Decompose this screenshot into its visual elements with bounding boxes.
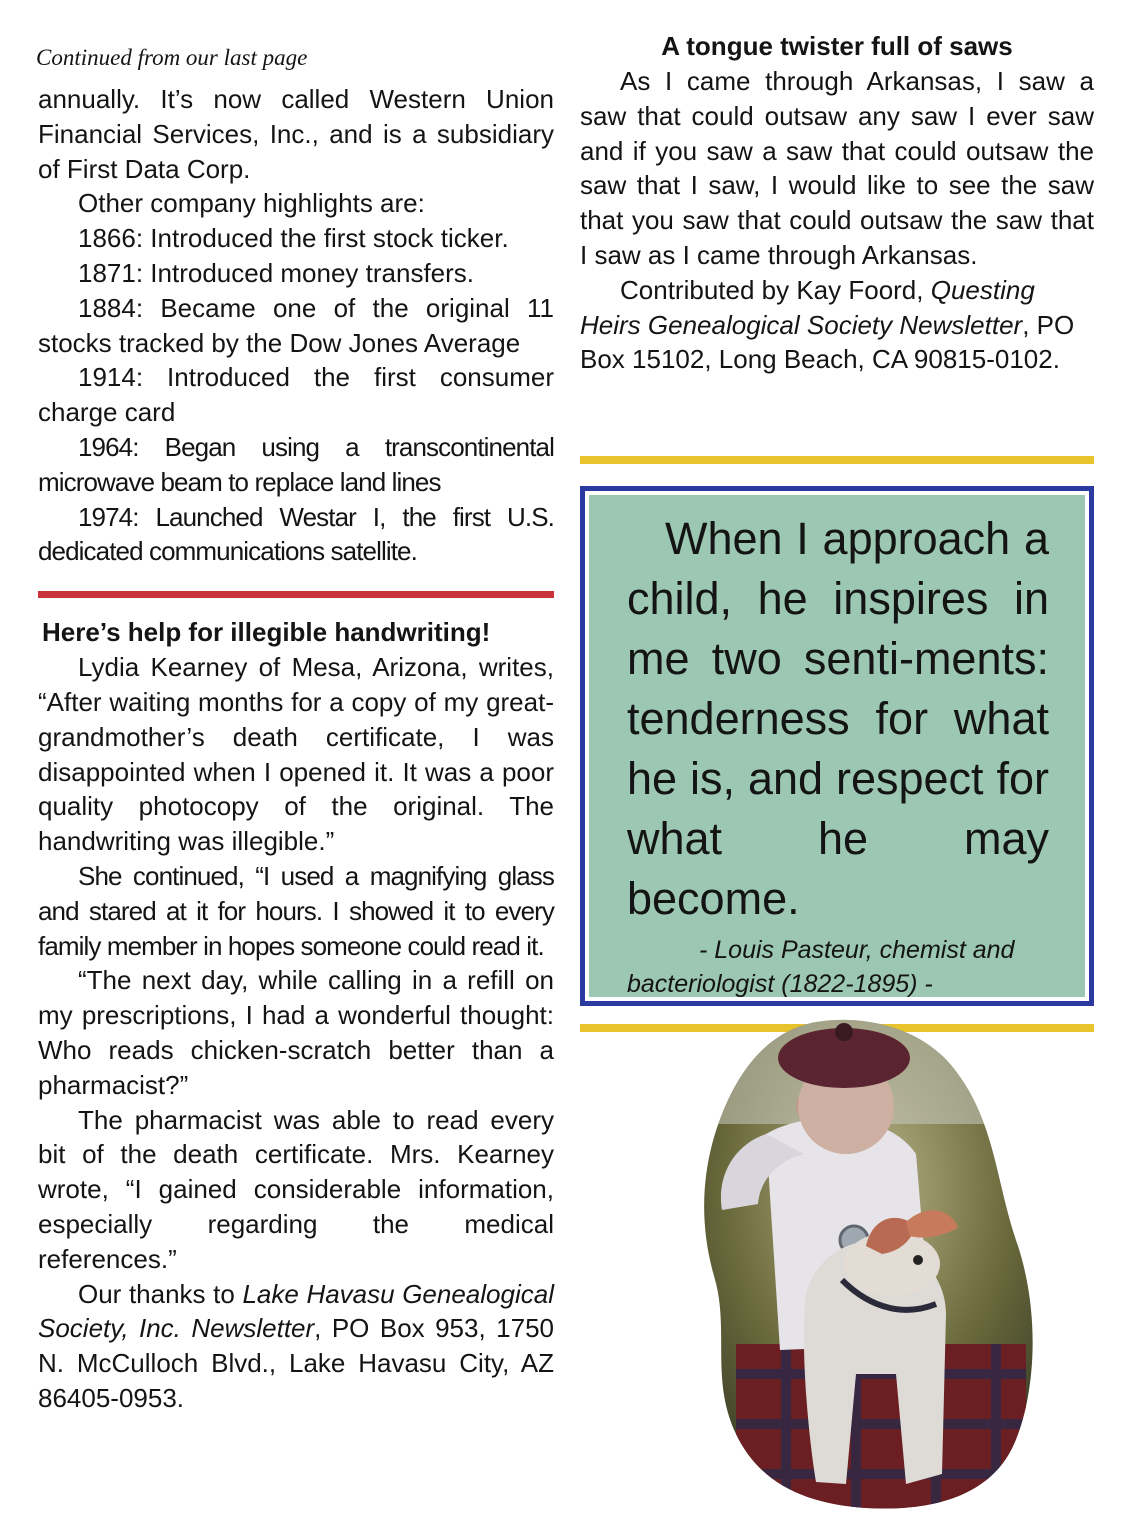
left-column (38, 40, 554, 1416)
contributor-source: Questing Heirs Genealogical Society Newsletter (580, 274, 1035, 340)
contributor-suffix: , PO Box 15102, Long Beach, CA 90815-0102. (580, 309, 1075, 375)
tongue-twister-heading: A tongue twister full of saws (661, 31, 1013, 61)
highlight-1866: 1866: Introduced the first stock ticker. (78, 223, 509, 254)
right-column (580, 30, 1094, 377)
yellow-divider-top (580, 456, 1094, 464)
thanks-prefix: Our thanks to (78, 1278, 243, 1309)
contributor-paragraph (580, 273, 1094, 377)
continued-note: Continued from our last page (36, 45, 308, 70)
highlight-1914: 1914: Introduced the first consumer charge card (38, 362, 554, 428)
quote-box (580, 486, 1094, 1006)
quote-panel (589, 495, 1085, 997)
thanks-source: Lake Havasu Genealogical Society, Inc. Newsletter (38, 1278, 554, 1344)
highlight-1964: 1964: Began using a transcontinental microwave beam to replace land lines (38, 431, 554, 497)
highlights-intro: Other company highlights are: (78, 188, 425, 219)
thanks-suffix: , PO Box 953, 1750 N. McCulloch Blvd., Lake Havasu City, AZ 86405-0953. (38, 1313, 554, 1413)
pasteur-quote: When I approach a child, he inspires in me two senti-ments: tenderness for what he is, and respect for what he may become. (627, 513, 1049, 924)
article-paragraph-2: She continued, “I used a magnifying glass and stared at it for hours. I showed it to every family member in hopes someone could read it. (38, 860, 554, 961)
child-with-dog-photo (696, 1014, 1040, 1510)
article-paragraph-3: “The next day, while calling in a refill on my prescriptions, I had a wonderful thought: Who reads chicken-scratch better than a pharmacist?” (38, 965, 554, 1100)
highlight-1884: 1884: Became one of the original 11 stocks tracked by the Dow Jones Average (38, 292, 554, 358)
article-paragraph-4: The pharmacist was able to read every bit of the death certificate. Mrs. Kearney wrote, “I gained considerable information, especially regarding the medical references.” (38, 1104, 554, 1274)
thanks-paragraph (38, 1277, 554, 1416)
contributor-prefix: Contributed by Kay Foord, (620, 274, 931, 305)
quote-attribution: - Louis Pasteur, chemist and bacteriologist (1822-1895) - (627, 936, 1015, 998)
tongue-twister-text: As I came through Arkansas, I saw a saw that could outsaw any saw I ever saw and if you saw a saw that could outsaw the saw that I saw, I would like to see the saw that you saw that could outsaw the saw that I saw as I came through Arkansas. (580, 66, 1094, 270)
red-divider (38, 591, 554, 598)
highlight-1871: 1871: Introduced money transfers. (78, 257, 475, 288)
intro-paragraph: annually. It’s now called Western Union Financial Services, Inc., and is a subsidiary of First Data Corp. (38, 84, 554, 184)
article-heading: Here’s help for illegible handwriting! (42, 617, 491, 648)
highlight-1974: 1974: Launched Westar I, the first U.S. dedicated communications satellite. (38, 501, 554, 567)
article-paragraph-1: Lydia Kearney of Mesa, Arizona, writes, “After waiting months for a copy of my great-grandmother’s death certificate, I was disappointed when I opened it. It was a poor quality photocopy of the original. The handwriting was illegible.” (38, 652, 554, 857)
